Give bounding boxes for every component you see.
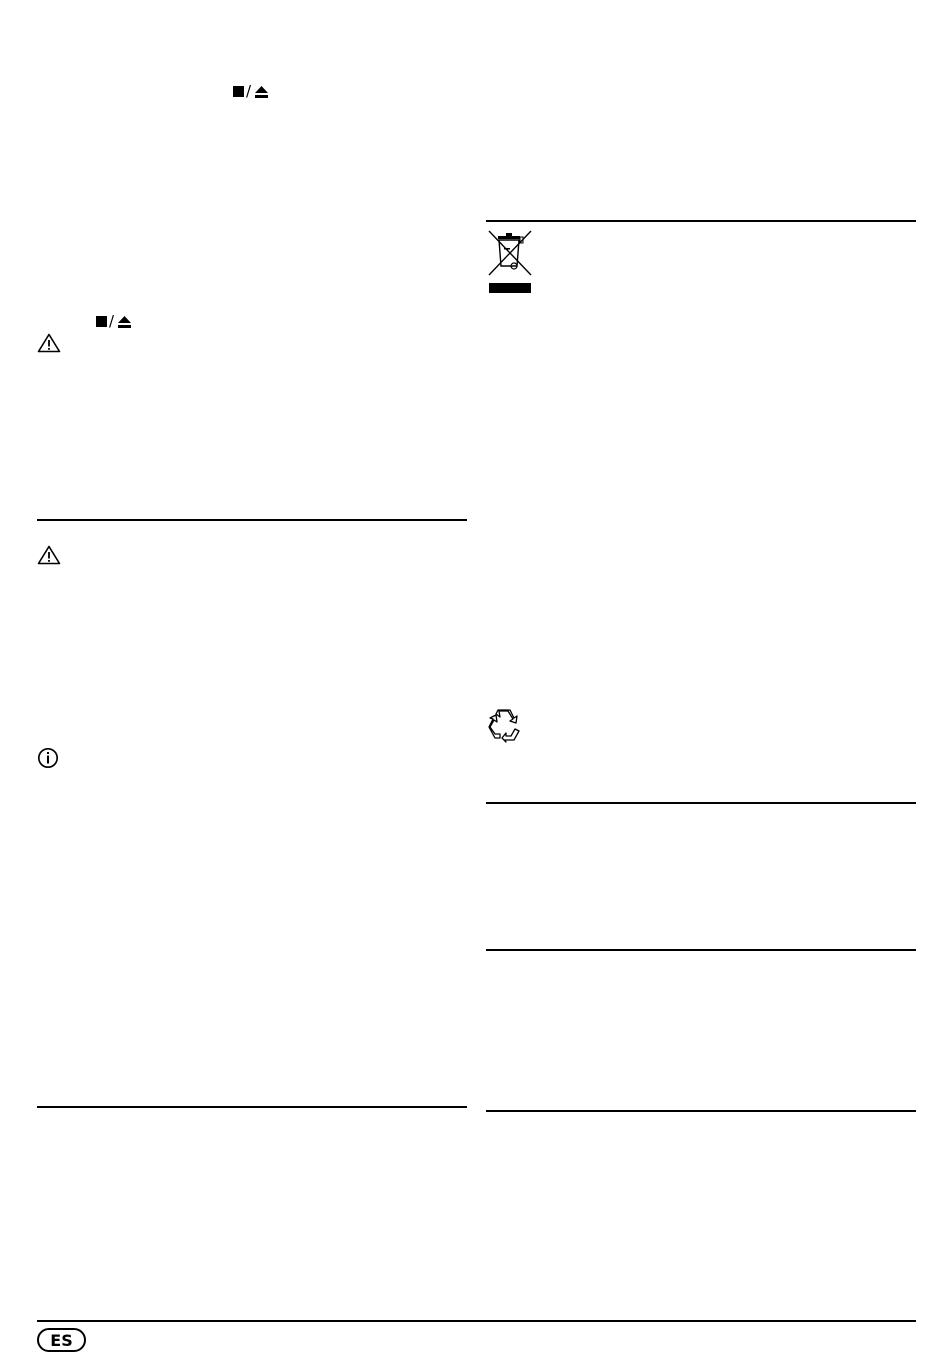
eject-icon xyxy=(254,85,269,99)
language-badge xyxy=(37,1328,86,1352)
stop-eject-icon xyxy=(233,84,271,100)
footer-rule xyxy=(37,1320,916,1322)
warning-triangle-icon xyxy=(37,333,61,353)
section-divider xyxy=(486,802,916,804)
stop-square-icon xyxy=(233,86,244,97)
stop-eject-icon xyxy=(96,314,134,330)
slash-separator: / xyxy=(246,82,252,100)
stop-square-icon xyxy=(96,316,107,327)
recycling-arrows-icon xyxy=(486,707,522,743)
crossed-out-wheelie-bin-icon xyxy=(486,228,534,294)
language-code: ES xyxy=(50,1330,73,1350)
section-divider xyxy=(486,1110,916,1112)
warning-triangle-icon xyxy=(37,545,61,565)
section-divider xyxy=(486,949,916,951)
eject-icon xyxy=(117,315,132,329)
section-divider xyxy=(37,1106,467,1108)
info-circle-icon xyxy=(37,747,59,769)
slash-separator: / xyxy=(109,312,115,330)
section-divider xyxy=(486,220,916,222)
section-divider xyxy=(37,519,467,521)
